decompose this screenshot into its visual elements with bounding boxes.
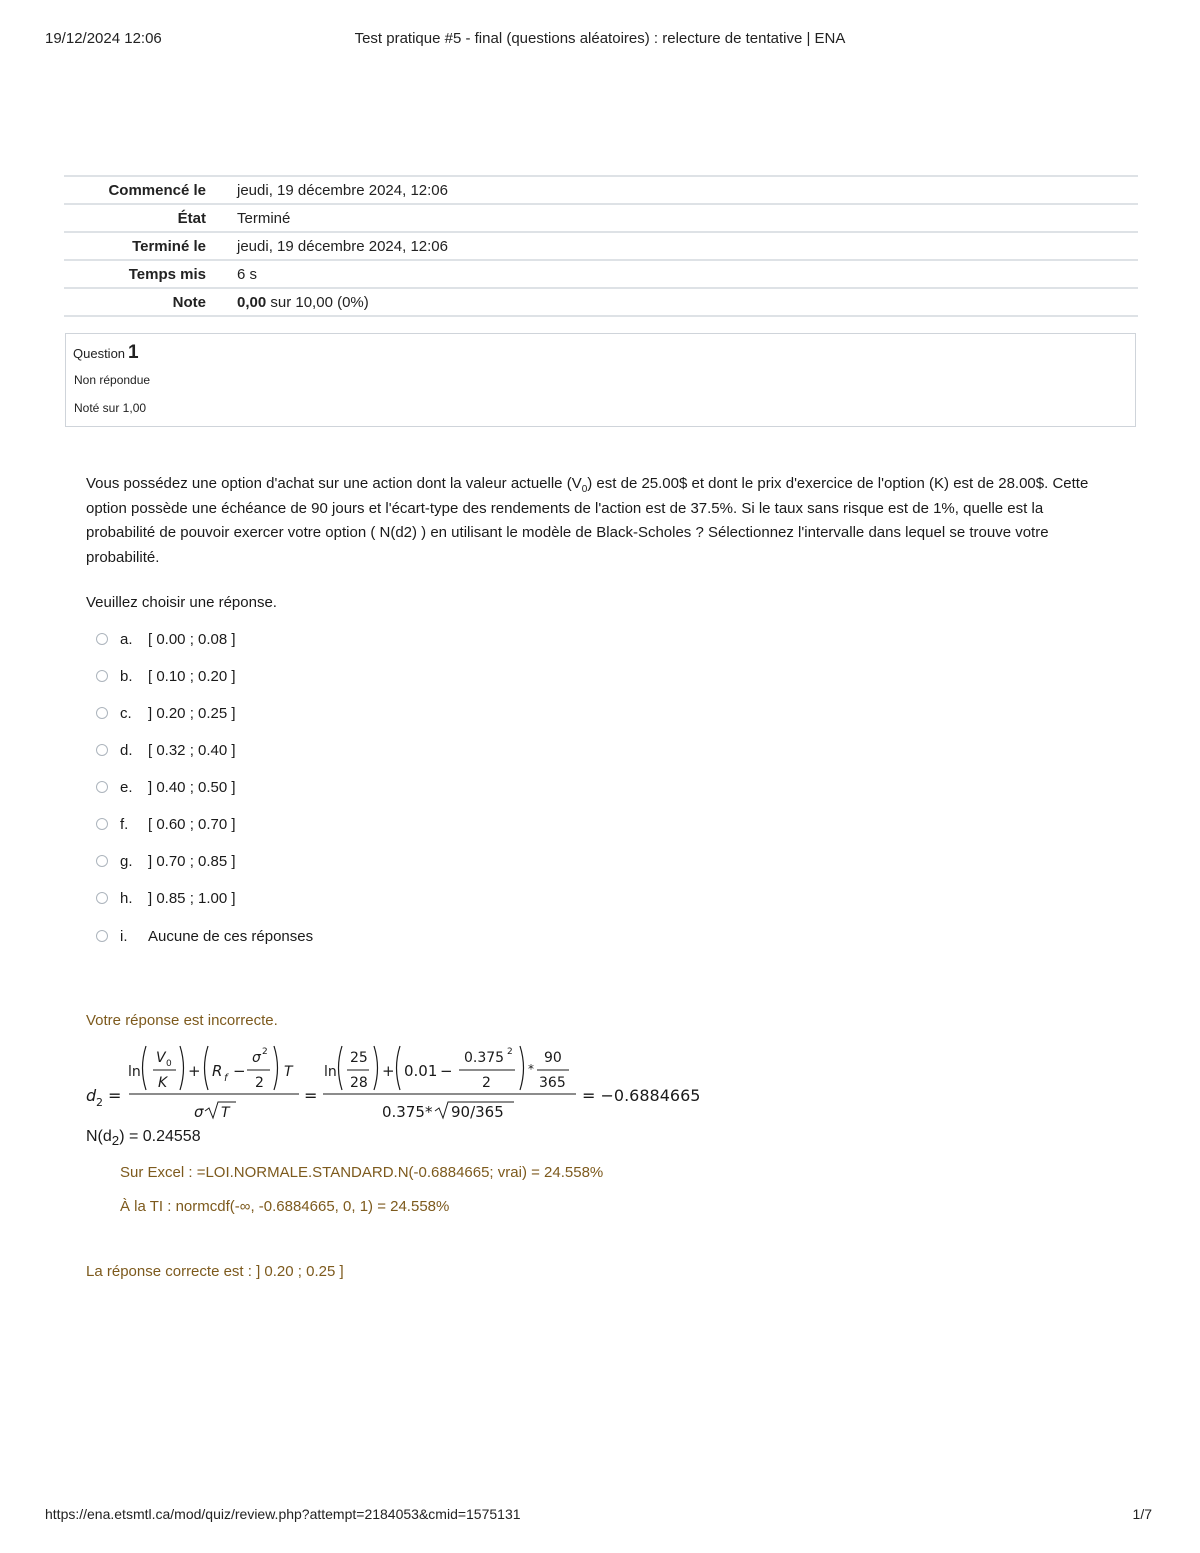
question-number — [73, 342, 139, 364]
summary-row-completed — [64, 233, 1138, 261]
radio-button[interactable] — [96, 744, 108, 756]
answer-text: Aucune de ces réponses — [148, 927, 314, 945]
excel-hint: Sur Excel : =LOI.NORMALE.STANDARD.N(-0.6884665; vrai) = 24.558% — [120, 1164, 604, 1181]
formula-sigma-value: 0.375 — [464, 1050, 505, 1066]
answer-option-e[interactable] — [96, 775, 236, 799]
question-text — [86, 472, 1116, 570]
question-state: Non répondue — [74, 373, 151, 387]
formula-plus: + — [188, 1062, 201, 1080]
answer-text: [ 0.00 ; 0.08 ] — [148, 630, 236, 648]
print-page-title: Test pratique #5 - final (questions aléatoires) : relecture de tentative | ENA — [354, 30, 846, 47]
answer-prompt: Veuillez choisir une réponse. — [86, 594, 277, 611]
formula-square: 2 — [507, 1047, 513, 1057]
print-header — [45, 30, 1155, 50]
question-number-value: 1 — [128, 342, 139, 363]
formula-minus: − — [440, 1062, 453, 1080]
formula-d-sub: 2 — [96, 1096, 103, 1109]
answer-letter: g. — [120, 852, 133, 870]
formula-equals: = — [304, 1086, 318, 1105]
nd2-subscript: 2 — [111, 1133, 120, 1149]
formula-365: 365 — [539, 1075, 566, 1091]
answer-option-d[interactable] — [96, 738, 236, 762]
formula-plus: + — [382, 1062, 395, 1080]
correct-answer: La réponse correcte est : ] 0.20 ; 0.25 ] — [86, 1263, 344, 1280]
formula-paren — [274, 1046, 278, 1090]
answer-letter: h. — [120, 889, 133, 907]
answer-option-c[interactable] — [96, 701, 236, 725]
page-url: https://ena.etsmtl.ca/mod/quiz/review.php?attempt=2184053&cmid=1575131 — [45, 1506, 521, 1522]
formula-two: 2 — [482, 1075, 491, 1091]
formula-r: R — [212, 1062, 223, 1080]
formula-d: d — [86, 1086, 97, 1105]
formula-t: T — [284, 1064, 293, 1080]
radio-button[interactable] — [96, 781, 108, 793]
formula-sigma: σ — [252, 1050, 261, 1066]
nd2-value: ) = 0.24558 — [119, 1128, 201, 1145]
feedback-incorrect: Votre réponse est incorrecte. — [86, 1012, 278, 1029]
summary-value: Terminé — [237, 209, 291, 227]
page-number: 1/7 — [1132, 1506, 1152, 1522]
radio-button[interactable] — [96, 633, 108, 645]
formula-two: 2 — [255, 1075, 264, 1091]
formula-ln: ln — [128, 1064, 141, 1080]
formula-paren — [205, 1046, 209, 1090]
summary-row-time-taken — [64, 261, 1138, 289]
summary-label: Commencé le — [108, 181, 206, 199]
answer-text: ] 0.40 ; 0.50 ] — [148, 778, 236, 796]
question-info-box — [65, 333, 1136, 427]
formula-square: 2 — [262, 1047, 268, 1057]
answer-text: ] 0.70 ; 0.85 ] — [148, 852, 236, 870]
answer-text: ] 0.20 ; 0.25 ] — [148, 704, 236, 722]
radio-button[interactable] — [96, 892, 108, 904]
formula-28: 28 — [350, 1075, 368, 1091]
formula-radicand: 90/365 — [451, 1103, 504, 1121]
question-text-part2: ) est de 25.00$ et dont le prix d'exercice de l'option (K) est de 28.00$. Cette option possède une échéance de 90 jours et l'écart-type des rendements de l'action est de 37.5%. Si le taux sans risque est de 1%, quelle est la probabilité de pouvoir exercer votre option ( N(d2) ) en utilisant le modèle de Black-Scholes ? Sélectionnez l'intervalle dans lequel se trouve votre probabilité. — [86, 475, 1089, 566]
question-text-part1: Vous possédez une option d'achat sur une action dont la valeur actuelle (V — [86, 475, 582, 492]
formula-paren — [397, 1046, 401, 1090]
answer-option-f[interactable] — [96, 812, 236, 836]
formula-rate: 0.01 — [404, 1062, 438, 1080]
grade-total: sur 10,00 (0%) — [266, 293, 369, 311]
formula-denominator: 0.375* — [382, 1103, 433, 1121]
formula-t: T — [221, 1105, 230, 1121]
formula-90: 90 — [544, 1050, 562, 1066]
formula-25: 25 — [350, 1050, 368, 1066]
formula-r-sub: f — [224, 1073, 228, 1084]
answer-letter: c. — [120, 704, 132, 722]
answer-text: [ 0.10 ; 0.20 ] — [148, 667, 236, 685]
formula-paren — [374, 1046, 378, 1090]
answer-letter: d. — [120, 741, 133, 759]
summary-row-grade — [64, 289, 1138, 317]
answer-option-a[interactable] — [96, 627, 236, 651]
radio-button[interactable] — [96, 818, 108, 830]
answer-option-b[interactable] — [96, 664, 236, 688]
formula-paren — [180, 1046, 184, 1090]
attempt-summary-table — [64, 175, 1138, 317]
question-text-subscript: 0 — [581, 484, 588, 495]
answer-letter: i. — [120, 927, 128, 945]
radio-button[interactable] — [96, 670, 108, 682]
summary-value: jeudi, 19 décembre 2024, 12:06 — [237, 237, 448, 255]
print-footer — [45, 1506, 1152, 1526]
answer-letter: e. — [120, 778, 133, 796]
summary-label: Terminé le — [132, 237, 206, 255]
radio-button[interactable] — [96, 707, 108, 719]
black-scholes-d2-formula — [84, 1040, 724, 1124]
nd2-label: N(d — [86, 1128, 112, 1145]
answer-letter: f. — [120, 815, 129, 833]
summary-label: Temps mis — [128, 265, 206, 283]
answer-letter: b. — [120, 667, 133, 685]
summary-row-state — [64, 205, 1138, 233]
formula-v-sub: 0 — [166, 1059, 172, 1069]
answer-letter: a. — [120, 630, 133, 648]
summary-row-started — [64, 177, 1138, 205]
summary-label: Note — [172, 293, 206, 311]
nd2-result — [86, 1128, 201, 1148]
question-grade: Noté sur 1,00 — [74, 401, 147, 415]
formula-result: = −0.6884665 — [582, 1086, 701, 1105]
formula-paren — [520, 1046, 524, 1090]
formula-ln: ln — [324, 1064, 337, 1080]
summary-value: jeudi, 19 décembre 2024, 12:06 — [237, 181, 448, 199]
answer-option-g[interactable] — [96, 849, 236, 873]
summary-label: État — [177, 209, 206, 227]
answer-text: [ 0.60 ; 0.70 ] — [148, 815, 236, 833]
radio-button[interactable] — [96, 930, 108, 942]
answer-option-i[interactable] — [96, 924, 314, 948]
formula-v: V — [156, 1050, 166, 1066]
summary-value: 6 s — [237, 265, 258, 283]
formula-k: K — [158, 1075, 168, 1091]
ti-hint: À la TI : normcdf(-∞, -0.6884665, 0, 1) = 24.558% — [120, 1198, 450, 1215]
formula-equals: = — [108, 1086, 122, 1105]
question-label: Question — [73, 346, 126, 361]
formula-paren — [143, 1046, 147, 1090]
grade-score: 0,00 — [237, 293, 267, 311]
answer-option-h[interactable] — [96, 886, 236, 910]
answer-text: ] 0.85 ; 1.00 ] — [148, 889, 236, 907]
print-date: 19/12/2024 12:06 — [45, 30, 162, 47]
formula-sigma: σ — [194, 1103, 204, 1121]
formula-minus: − — [233, 1062, 246, 1080]
summary-value — [221, 294, 369, 311]
formula-multiply: * — [528, 1062, 534, 1076]
answer-text: [ 0.32 ; 0.40 ] — [148, 741, 236, 759]
formula-paren — [339, 1046, 343, 1090]
radio-button[interactable] — [96, 855, 108, 867]
